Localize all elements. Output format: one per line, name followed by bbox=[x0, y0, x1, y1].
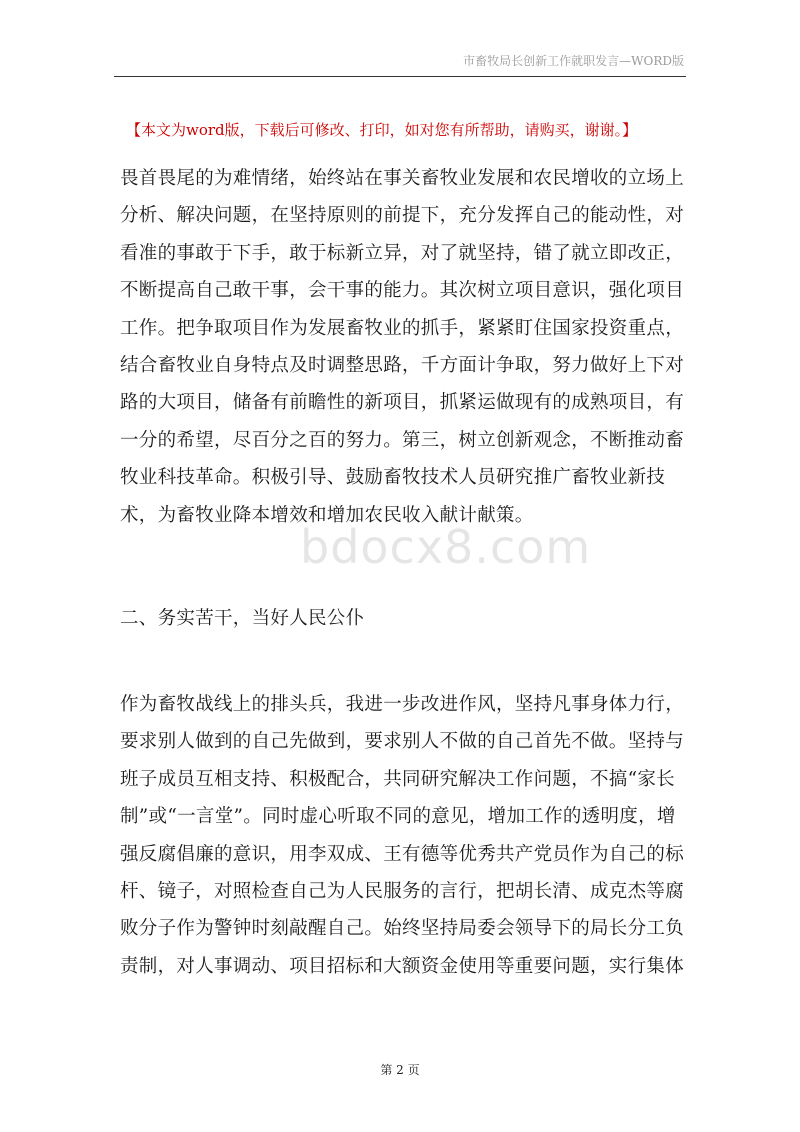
body-paragraph-2 bbox=[120, 686, 690, 985]
section-heading-text: 二、务实苦干，当好人民公仆 bbox=[120, 608, 365, 629]
download-notice: 【本文为word版，下载后可修改、打印，如对您有所帮助，请购买，谢谢。】 bbox=[126, 121, 638, 139]
header-divider bbox=[114, 76, 686, 77]
paragraph-text: 作为畜牧战线上的排头兵，我进一步改进作风，坚持凡事身体力行，要求别人做到的自己先做到，要求别人不做的自己首先不做。坚持与班子成员互相支持、积极配合，共同研究解决工作问题，不搞“家长制”或“一言堂”。同时虚心听取不同的意见，增加工作的透明度，增强反腐倡廉的意识，用李双成、王有德等优秀共产党员作为自己的标杆、镜子，对照检查自己为人民服务的言行，把胡长清、成克杰等腐败分子作为警钟时刻敲醒自己。始终坚持局委会领导下的局长分工负责制，对人事调动、项目招标和大额资金使用等重要问题，实行集体 bbox=[120, 694, 685, 977]
watermark: bdocx8.com bbox=[300, 520, 592, 574]
body-paragraph-1 bbox=[120, 160, 690, 534]
section-heading-2 bbox=[120, 600, 690, 637]
page-header-title: 市畜牧局长创新工作就职发言—WORD版 bbox=[463, 54, 684, 68]
page-number: 第 2 页 bbox=[380, 1063, 420, 1077]
paragraph-text: 畏首畏尾的为难情绪，始终站在事关畜牧业发展和农民增收的立场上分析、解决问题，在坚持原则的前提下，充分发挥自己的能动性，对看准的事敢于下手，敢于标新立异，对了就坚持，错了就立即改正，不断提高自己敢干事，会干事的能力。其次树立项目意识，强化项目工作。把争取项目作为发展畜牧业的抓手，紧紧盯住国家投资重点，结合畜牧业自身特点及时调整思路，千方面计争取，努力做好上下对路的大项目，储备有前瞻性的新项目，抓紧运做现有的成熟项目，有一分的希望，尽百分之百的努力。第三，树立创新观念，不断推动畜牧业科技革命。积极引导、鼓励畜牧技术人员研究推广畜牧业新技术，为畜牧业降本增效和增加农民收入献计献策。 bbox=[120, 168, 685, 526]
